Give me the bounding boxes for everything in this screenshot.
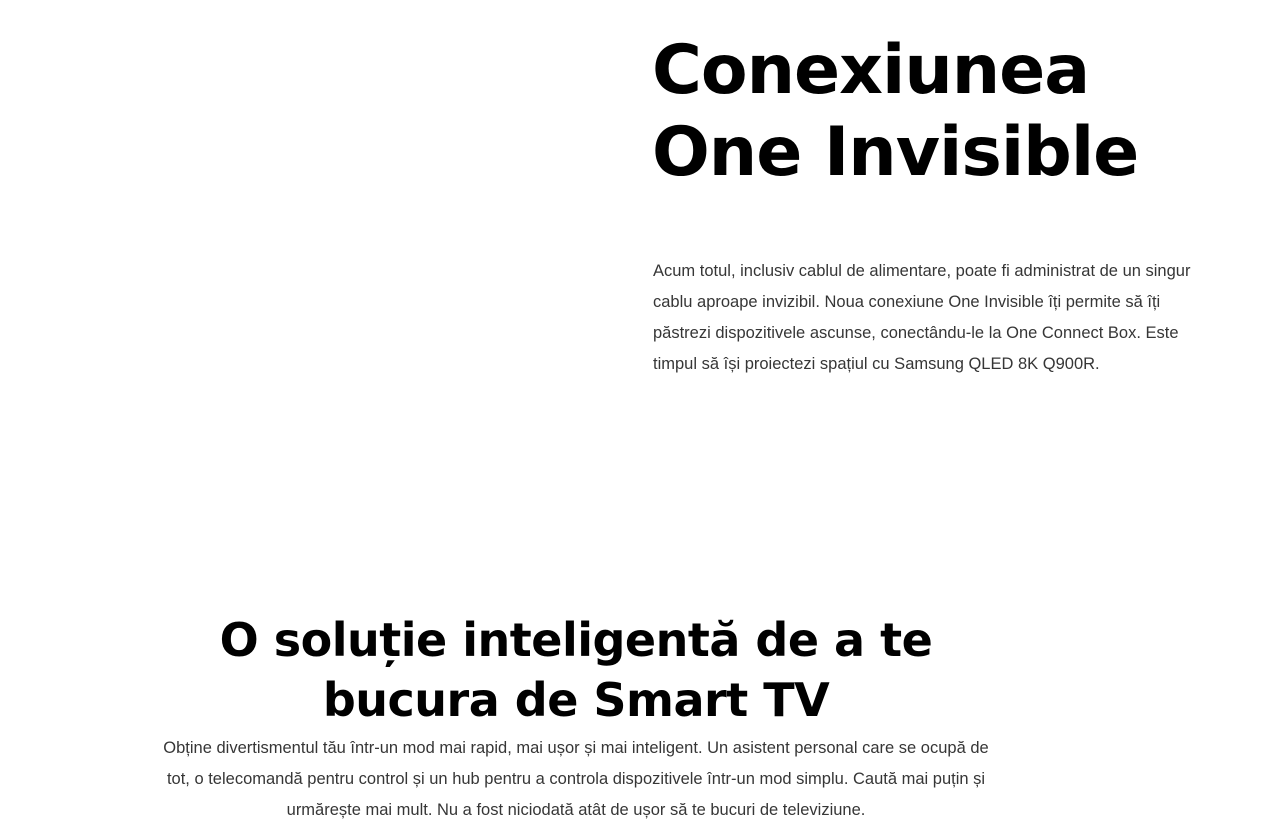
- smart-tv-description-line-2: tot, o telecomandă pentru control și un hub pentru a controla dispozitivele într-un mod simplu. Caută mai puțin și: [166, 770, 986, 788]
- one-invisible-title-line-1: Conexiunea: [652, 31, 1090, 110]
- one-invisible-description: Acum totul, inclusiv cablul de alimentare, poate fi administrat de un singur cablu aproape invizibil. Noua conexiune One Invisible îți permite să îți păstrezi dispozitivele ascunse, conectându-le la One Connect Box. Este timpul să își proiectezi spațiul cu Samsung QLED 8K Q900R.: [653, 262, 1191, 373]
- one-invisible-title: [652, 30, 1252, 194]
- smart-tv-description-line-1: Obține divertismentul tău într-un mod mai rapid, mai ușor și mai inteligent. Un asistent personal care se ocupă de: [163, 739, 989, 757]
- smart-tv-section: [0, 600, 1152, 829]
- smart-tv-description-line-3: urmărește mai mult. Nu a fost niciodată atât de ușor să te bucuri de televiziune.: [286, 801, 866, 819]
- one-invisible-title-line-2: One Invisible: [652, 113, 1139, 192]
- smart-tv-title-line-1: O soluție inteligentă de a te: [219, 613, 933, 667]
- smart-tv-title-line-2: bucura de Smart TV: [322, 673, 830, 727]
- smart-tv-description: [130, 733, 1022, 826]
- smart-tv-title: [0, 610, 1152, 730]
- product-image-area: [0, 0, 620, 500]
